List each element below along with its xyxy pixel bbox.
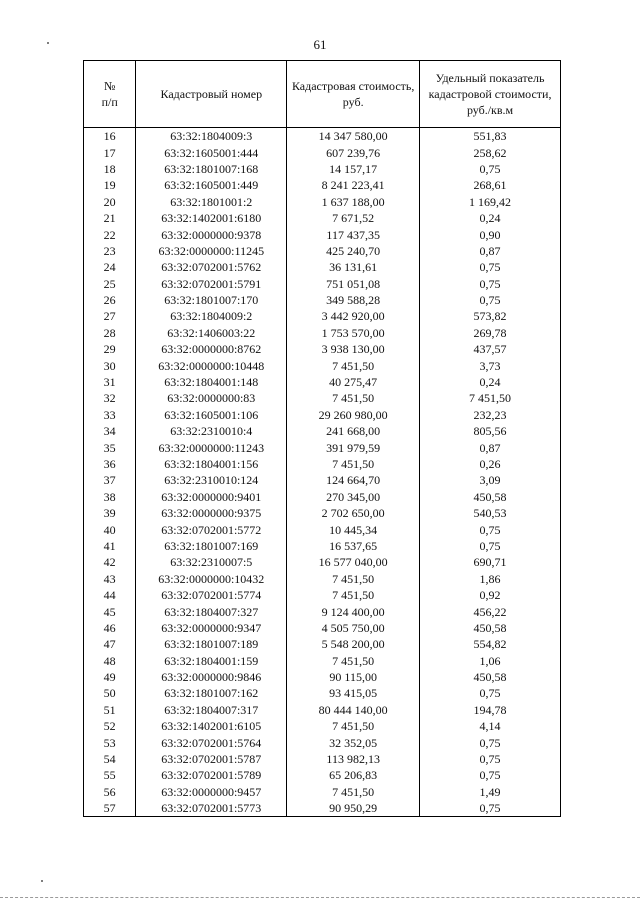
table-row bbox=[84, 800, 561, 817]
cell-cadastral-value: 3 442 920,00 bbox=[287, 308, 420, 324]
cell-row-number: 21 bbox=[84, 210, 136, 226]
cadastral-table bbox=[83, 60, 561, 817]
table-header bbox=[84, 61, 561, 128]
table-row bbox=[84, 439, 561, 455]
cell-cadastral-value: 391 979,59 bbox=[287, 439, 420, 455]
cell-row-number: 45 bbox=[84, 603, 136, 619]
cell-cadastral-value: 349 588,28 bbox=[287, 292, 420, 308]
cell-cadastral-value: 29 260 980,00 bbox=[287, 407, 420, 423]
cell-row-number: 38 bbox=[84, 489, 136, 505]
table-row bbox=[84, 603, 561, 619]
cell-cadastral-value: 93 415,05 bbox=[287, 685, 420, 701]
cell-cadastral-number: 63:32:1605001:106 bbox=[136, 407, 287, 423]
table-row bbox=[84, 620, 561, 636]
cell-row-number: 29 bbox=[84, 341, 136, 357]
cell-specific-indicator: 437,57 bbox=[420, 341, 561, 357]
cell-cadastral-number: 63:32:0000000:9378 bbox=[136, 226, 287, 242]
table-row bbox=[84, 456, 561, 472]
cell-cadastral-value: 1 637 188,00 bbox=[287, 194, 420, 210]
cell-row-number: 43 bbox=[84, 571, 136, 587]
cell-row-number: 28 bbox=[84, 325, 136, 341]
cell-cadastral-value: 7 451,50 bbox=[287, 718, 420, 734]
cell-specific-indicator: 232,23 bbox=[420, 407, 561, 423]
cell-row-number: 24 bbox=[84, 259, 136, 275]
cell-cadastral-number: 63:32:0702001:5787 bbox=[136, 751, 287, 767]
cell-row-number: 51 bbox=[84, 702, 136, 718]
table-row bbox=[84, 702, 561, 718]
scan-speck bbox=[41, 880, 43, 882]
cell-cadastral-number: 63:32:0702001:5789 bbox=[136, 767, 287, 783]
cell-specific-indicator: 0,87 bbox=[420, 243, 561, 259]
cell-cadastral-number: 63:32:2310010:4 bbox=[136, 423, 287, 439]
cell-cadastral-value: 10 445,34 bbox=[287, 521, 420, 537]
table-row bbox=[84, 521, 561, 537]
cell-row-number: 52 bbox=[84, 718, 136, 734]
table-row bbox=[84, 390, 561, 406]
table-row bbox=[84, 505, 561, 521]
table-row bbox=[84, 784, 561, 800]
cell-cadastral-number: 63:32:0000000:9457 bbox=[136, 784, 287, 800]
table-row bbox=[84, 226, 561, 242]
table-row bbox=[84, 636, 561, 652]
table-body bbox=[84, 128, 561, 817]
cell-row-number: 50 bbox=[84, 685, 136, 701]
cell-cadastral-number: 63:32:1605001:449 bbox=[136, 177, 287, 193]
cell-specific-indicator: 0,75 bbox=[420, 685, 561, 701]
table-row bbox=[84, 653, 561, 669]
cell-cadastral-number: 63:32:0000000:8762 bbox=[136, 341, 287, 357]
table-row bbox=[84, 718, 561, 734]
cell-specific-indicator: 1 169,42 bbox=[420, 194, 561, 210]
cell-specific-indicator: 450,58 bbox=[420, 669, 561, 685]
cell-cadastral-value: 241 668,00 bbox=[287, 423, 420, 439]
cell-cadastral-number: 63:32:0702001:5774 bbox=[136, 587, 287, 603]
cell-cadastral-value: 425 240,70 bbox=[287, 243, 420, 259]
table-row bbox=[84, 669, 561, 685]
cell-row-number: 36 bbox=[84, 456, 136, 472]
table-row bbox=[84, 308, 561, 324]
table-row bbox=[84, 751, 561, 767]
cell-cadastral-number: 63:32:2310010:124 bbox=[136, 472, 287, 488]
cell-cadastral-value: 90 950,29 bbox=[287, 800, 420, 817]
cell-specific-indicator: 3,73 bbox=[420, 357, 561, 373]
cell-row-number: 19 bbox=[84, 177, 136, 193]
cell-cadastral-number: 63:32:1801007:162 bbox=[136, 685, 287, 701]
header-cadastral-value: Кадастровая стоимость, руб. bbox=[287, 61, 420, 128]
cell-cadastral-value: 36 131,61 bbox=[287, 259, 420, 275]
cell-cadastral-value: 117 437,35 bbox=[287, 226, 420, 242]
cell-cadastral-number: 63:32:0000000:83 bbox=[136, 390, 287, 406]
cell-cadastral-number: 63:32:0000000:9401 bbox=[136, 489, 287, 505]
table-row bbox=[84, 325, 561, 341]
cell-specific-indicator: 3,09 bbox=[420, 472, 561, 488]
cell-cadastral-value: 7 451,50 bbox=[287, 587, 420, 603]
cell-specific-indicator: 0,26 bbox=[420, 456, 561, 472]
cell-specific-indicator: 573,82 bbox=[420, 308, 561, 324]
table-row bbox=[84, 554, 561, 570]
cell-cadastral-value: 14 347 580,00 bbox=[287, 128, 420, 145]
table-row bbox=[84, 194, 561, 210]
header-row-number bbox=[84, 61, 136, 128]
table-row bbox=[84, 734, 561, 750]
scan-edge-line bbox=[0, 897, 640, 898]
table-row bbox=[84, 259, 561, 275]
cell-cadastral-number: 63:32:1402001:6180 bbox=[136, 210, 287, 226]
cell-cadastral-number: 63:32:1402001:6105 bbox=[136, 718, 287, 734]
cell-specific-indicator: 268,61 bbox=[420, 177, 561, 193]
cell-specific-indicator: 1,06 bbox=[420, 653, 561, 669]
cell-cadastral-value: 40 275,47 bbox=[287, 374, 420, 390]
table-row bbox=[84, 587, 561, 603]
cell-specific-indicator: 0,75 bbox=[420, 292, 561, 308]
table-row bbox=[84, 767, 561, 783]
cell-specific-indicator: 554,82 bbox=[420, 636, 561, 652]
cell-cadastral-number: 63:32:1801007:168 bbox=[136, 161, 287, 177]
cell-specific-indicator: 1,49 bbox=[420, 784, 561, 800]
cell-cadastral-value: 7 451,50 bbox=[287, 571, 420, 587]
cell-specific-indicator: 4,14 bbox=[420, 718, 561, 734]
cell-cadastral-number: 63:32:0702001:5791 bbox=[136, 276, 287, 292]
cell-cadastral-number: 63:32:0702001:5772 bbox=[136, 521, 287, 537]
cell-cadastral-number: 63:32:2310007:5 bbox=[136, 554, 287, 570]
cell-row-number: 26 bbox=[84, 292, 136, 308]
cell-cadastral-value: 751 051,08 bbox=[287, 276, 420, 292]
cell-cadastral-number: 63:32:1804001:159 bbox=[136, 653, 287, 669]
cell-specific-indicator: 0,92 bbox=[420, 587, 561, 603]
cell-cadastral-value: 90 115,00 bbox=[287, 669, 420, 685]
cell-specific-indicator: 0,75 bbox=[420, 259, 561, 275]
table-row bbox=[84, 357, 561, 373]
cell-row-number: 31 bbox=[84, 374, 136, 390]
cell-cadastral-number: 63:32:1801001:2 bbox=[136, 194, 287, 210]
cell-cadastral-number: 63:32:1801007:169 bbox=[136, 538, 287, 554]
cell-cadastral-number: 63:32:0702001:5773 bbox=[136, 800, 287, 817]
cell-specific-indicator: 456,22 bbox=[420, 603, 561, 619]
table-row bbox=[84, 472, 561, 488]
table-row bbox=[84, 341, 561, 357]
cell-cadastral-value: 7 451,50 bbox=[287, 653, 420, 669]
table-row bbox=[84, 161, 561, 177]
cell-cadastral-number: 63:32:1801007:170 bbox=[136, 292, 287, 308]
cell-cadastral-value: 3 938 130,00 bbox=[287, 341, 420, 357]
cell-row-number: 54 bbox=[84, 751, 136, 767]
cell-cadastral-number: 63:32:0702001:5764 bbox=[136, 734, 287, 750]
cell-specific-indicator: 7 451,50 bbox=[420, 390, 561, 406]
cell-row-number: 34 bbox=[84, 423, 136, 439]
cell-row-number: 56 bbox=[84, 784, 136, 800]
cell-specific-indicator: 194,78 bbox=[420, 702, 561, 718]
table-row bbox=[84, 685, 561, 701]
cell-row-number: 37 bbox=[84, 472, 136, 488]
cell-specific-indicator: 0,75 bbox=[420, 521, 561, 537]
cell-cadastral-value: 7 451,50 bbox=[287, 784, 420, 800]
cell-row-number: 23 bbox=[84, 243, 136, 259]
cell-cadastral-number: 63:32:1804009:2 bbox=[136, 308, 287, 324]
cell-specific-indicator: 0,90 bbox=[420, 226, 561, 242]
cell-cadastral-value: 9 124 400,00 bbox=[287, 603, 420, 619]
cell-specific-indicator: 690,71 bbox=[420, 554, 561, 570]
cell-row-number: 41 bbox=[84, 538, 136, 554]
cell-specific-indicator: 0,75 bbox=[420, 161, 561, 177]
cell-specific-indicator: 0,75 bbox=[420, 734, 561, 750]
cell-cadastral-value: 32 352,05 bbox=[287, 734, 420, 750]
header-number-abbr: п/п bbox=[101, 95, 118, 109]
cell-cadastral-value: 124 664,70 bbox=[287, 472, 420, 488]
cell-cadastral-value: 80 444 140,00 bbox=[287, 702, 420, 718]
cell-specific-indicator: 0,75 bbox=[420, 538, 561, 554]
cell-row-number: 17 bbox=[84, 144, 136, 160]
cell-row-number: 44 bbox=[84, 587, 136, 603]
cell-specific-indicator: 450,58 bbox=[420, 489, 561, 505]
cell-cadastral-value: 1 753 570,00 bbox=[287, 325, 420, 341]
page-number: 61 bbox=[313, 37, 327, 52]
cell-row-number: 18 bbox=[84, 161, 136, 177]
cell-row-number: 49 bbox=[84, 669, 136, 685]
cell-cadastral-value: 7 671,52 bbox=[287, 210, 420, 226]
cell-cadastral-value: 16 577 040,00 bbox=[287, 554, 420, 570]
table-row bbox=[84, 276, 561, 292]
cell-row-number: 42 bbox=[84, 554, 136, 570]
cell-specific-indicator: 0,75 bbox=[420, 800, 561, 817]
table-row bbox=[84, 210, 561, 226]
cell-row-number: 55 bbox=[84, 767, 136, 783]
cell-specific-indicator: 0,87 bbox=[420, 439, 561, 455]
cell-specific-indicator: 0,75 bbox=[420, 767, 561, 783]
cell-cadastral-value: 2 702 650,00 bbox=[287, 505, 420, 521]
cell-cadastral-value: 4 505 750,00 bbox=[287, 620, 420, 636]
cell-row-number: 32 bbox=[84, 390, 136, 406]
cell-specific-indicator: 450,58 bbox=[420, 620, 561, 636]
cell-row-number: 40 bbox=[84, 521, 136, 537]
cell-cadastral-value: 113 982,13 bbox=[287, 751, 420, 767]
header-number-sign: № bbox=[103, 79, 116, 93]
cell-cadastral-value: 7 451,50 bbox=[287, 357, 420, 373]
table-row bbox=[84, 374, 561, 390]
cell-row-number: 25 bbox=[84, 276, 136, 292]
cell-cadastral-value: 8 241 223,41 bbox=[287, 177, 420, 193]
cell-cadastral-number: 63:32:1804007:317 bbox=[136, 702, 287, 718]
header-cadastral-number: Кадастровый номер bbox=[136, 61, 287, 128]
cell-row-number: 39 bbox=[84, 505, 136, 521]
cell-specific-indicator: 0,24 bbox=[420, 374, 561, 390]
cell-row-number: 47 bbox=[84, 636, 136, 652]
table-row bbox=[84, 144, 561, 160]
cell-specific-indicator: 0,75 bbox=[420, 751, 561, 767]
cell-cadastral-number: 63:32:1804001:156 bbox=[136, 456, 287, 472]
cell-cadastral-value: 16 537,65 bbox=[287, 538, 420, 554]
cell-row-number: 35 bbox=[84, 439, 136, 455]
cell-cadastral-value: 65 206,83 bbox=[287, 767, 420, 783]
cell-cadastral-number: 63:32:1406003:22 bbox=[136, 325, 287, 341]
cell-specific-indicator: 551,83 bbox=[420, 128, 561, 145]
cell-row-number: 46 bbox=[84, 620, 136, 636]
table-row bbox=[84, 243, 561, 259]
cell-cadastral-number: 63:32:0000000:11245 bbox=[136, 243, 287, 259]
cell-cadastral-number: 63:32:0000000:11243 bbox=[136, 439, 287, 455]
cell-specific-indicator: 540,53 bbox=[420, 505, 561, 521]
cell-row-number: 16 bbox=[84, 128, 136, 145]
cell-cadastral-value: 607 239,76 bbox=[287, 144, 420, 160]
table-row bbox=[84, 128, 561, 145]
cell-cadastral-number: 63:32:1804007:327 bbox=[136, 603, 287, 619]
cell-cadastral-value: 14 157,17 bbox=[287, 161, 420, 177]
cell-cadastral-number: 63:32:0000000:9347 bbox=[136, 620, 287, 636]
cell-cadastral-number: 63:32:0000000:9375 bbox=[136, 505, 287, 521]
cell-specific-indicator: 0,75 bbox=[420, 276, 561, 292]
cell-row-number: 33 bbox=[84, 407, 136, 423]
table-row bbox=[84, 407, 561, 423]
cell-row-number: 30 bbox=[84, 357, 136, 373]
cell-cadastral-number: 63:32:0000000:9846 bbox=[136, 669, 287, 685]
cell-row-number: 27 bbox=[84, 308, 136, 324]
cell-cadastral-value: 270 345,00 bbox=[287, 489, 420, 505]
cell-cadastral-value: 5 548 200,00 bbox=[287, 636, 420, 652]
header-row bbox=[84, 61, 561, 128]
cell-cadastral-number: 63:32:1804009:3 bbox=[136, 128, 287, 145]
table-row bbox=[84, 423, 561, 439]
cell-specific-indicator: 1,86 bbox=[420, 571, 561, 587]
header-specific-indicator: Удельный показатель кадастровой стоимости, руб./кв.м bbox=[420, 61, 561, 128]
cell-specific-indicator: 0,24 bbox=[420, 210, 561, 226]
scan-speck bbox=[47, 42, 49, 44]
table-row bbox=[84, 571, 561, 587]
cell-cadastral-number: 63:32:0702001:5762 bbox=[136, 259, 287, 275]
cell-cadastral-number: 63:32:1605001:444 bbox=[136, 144, 287, 160]
cell-specific-indicator: 258,62 bbox=[420, 144, 561, 160]
cell-cadastral-number: 63:32:1804001:148 bbox=[136, 374, 287, 390]
cell-cadastral-number: 63:32:1801007:189 bbox=[136, 636, 287, 652]
cell-cadastral-value: 7 451,50 bbox=[287, 456, 420, 472]
cell-cadastral-number: 63:32:0000000:10448 bbox=[136, 357, 287, 373]
cell-specific-indicator: 269,78 bbox=[420, 325, 561, 341]
cell-cadastral-number: 63:32:0000000:10432 bbox=[136, 571, 287, 587]
cell-row-number: 53 bbox=[84, 734, 136, 750]
cell-row-number: 22 bbox=[84, 226, 136, 242]
cell-row-number: 20 bbox=[84, 194, 136, 210]
cell-cadastral-value: 7 451,50 bbox=[287, 390, 420, 406]
cell-row-number: 48 bbox=[84, 653, 136, 669]
cell-row-number: 57 bbox=[84, 800, 136, 817]
table-row bbox=[84, 292, 561, 308]
table-row bbox=[84, 538, 561, 554]
table-row bbox=[84, 489, 561, 505]
table-row bbox=[84, 177, 561, 193]
cell-specific-indicator: 805,56 bbox=[420, 423, 561, 439]
